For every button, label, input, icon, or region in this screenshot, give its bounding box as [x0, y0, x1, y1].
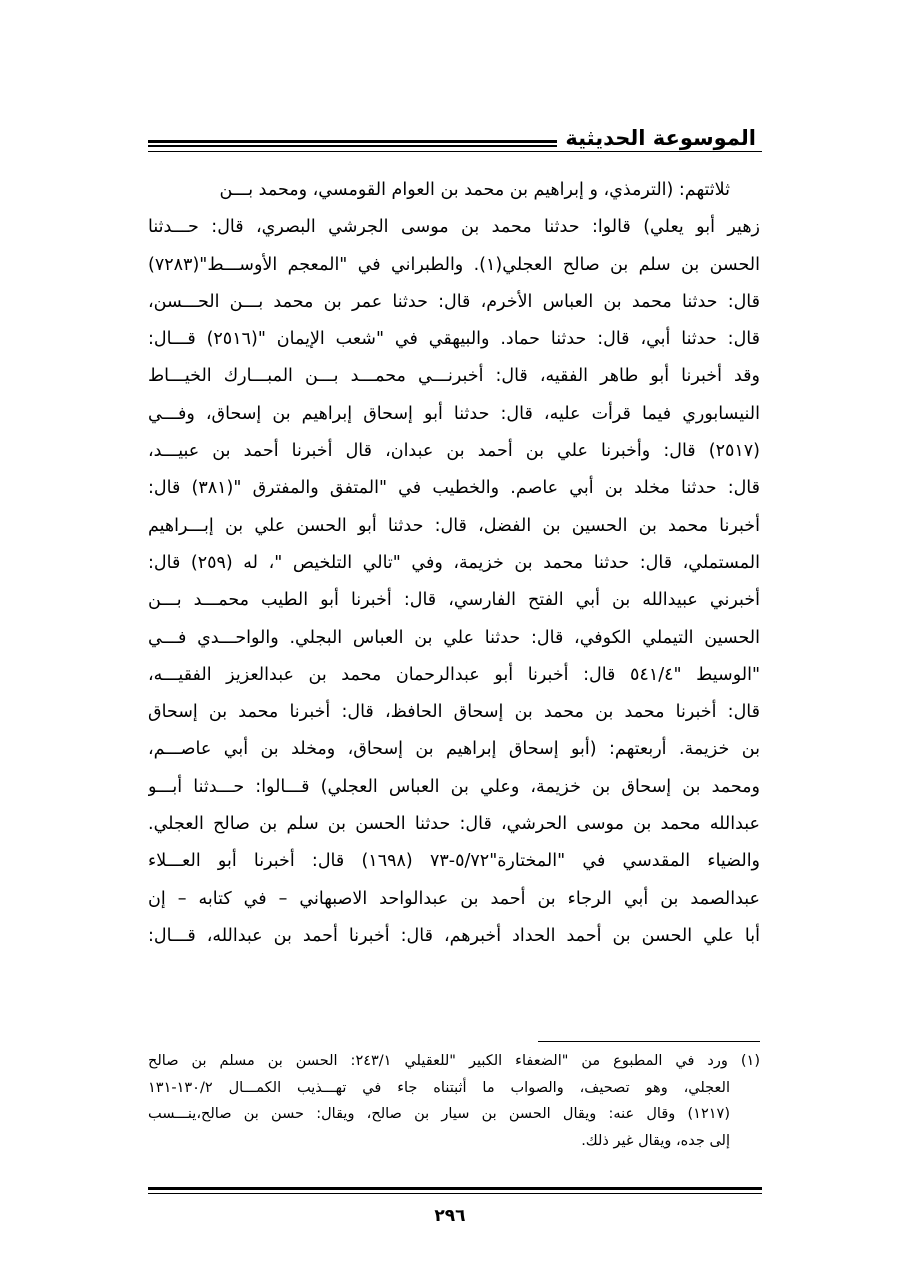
header-title: الموسوعة الحديثية: [557, 126, 762, 150]
header-title-wrap: [148, 126, 762, 150]
text-line: والضياء المقدسي في "المختارة"٥/٧٢-٧٣ (١٦٩٨) قال: أخبرنا أبو العـــلاء: [148, 851, 760, 872]
text-line: النيسابوري فيما قرأت عليه، قال: حدثنا أبو إسحاق إبراهيم بن إسحاق، وفـــي: [148, 403, 760, 424]
text-line: عبدالصمد بن أبي الرجاء بن أحمد بن عبدالواحد الاصبهاني – في كتابه – إن: [148, 888, 760, 909]
footnote-line: إلى جده، ويقال غير ذلك.: [581, 1132, 730, 1149]
text-line: قال: حدثنا محمد بن العباس الأخرم، قال: حدثنا عمر بن محمد بـــن الحـــسن،: [148, 291, 760, 312]
text-line: أبا علي الحسن بن أحمد الحداد أخبرهم، قال: أخبرنا أحمد بن عبدالله، قـــال:: [148, 925, 760, 946]
footnote-separator: [538, 1041, 760, 1042]
text-line: ومحمد بن إسحاق بن خزيمة، وعلي بن العباس العجلي) قـــالوا: حـــدثنا أبـــو: [148, 776, 760, 797]
text-line: قال: أخبرنا محمد بن محمد بن إسحاق الحافظ، قال: أخبرنا محمد بن إسحاق: [148, 702, 760, 723]
text-line: قال: حدثنا مخلد بن أبي عاصم. والخطيب في "المتفق والمفترق "(٣٨١) قال:: [148, 478, 760, 499]
text-line: زهير أبو يعلي) قالوا: حدثنا محمد بن موسى الجرشي البصري، قال: حـــدثنا: [148, 217, 760, 238]
footnotes: [148, 1048, 760, 1154]
page-number: ٢٩٦: [434, 1206, 466, 1226]
header-rule: [148, 151, 762, 152]
text-line: بن خزيمة. أربعتهم: (أبو إسحاق إبراهيم بن إسحاق، ومخلد بن أبي عاصـــم،: [148, 739, 760, 760]
text-line: قال: حدثنا أبي، قال: حدثنا حماد. والبيهقي في "شعب الإيمان "(٢٥١٦) قـــال:: [148, 329, 760, 350]
text-line: (٢٥١٧) قال: وأخبرنا علي بن أحمد بن عبدان، قال أخبرنا أحمد بن عبيـــد،: [148, 441, 760, 462]
main-text: [148, 172, 760, 955]
text-line: أخبرني عبيدالله بن أبي الفتح الفارسي، قال: أخبرنا أبو الطيب محمـــد بـــن: [148, 590, 760, 611]
footnote-line: (١٢١٧) وقال عنه: ويقال الحسن بن سيار بن صالح، ويقال: حسن بن صالح،ينـــسب: [148, 1106, 730, 1122]
text-line: وقد أخبرنا أبو طاهر الفقيه، قال: أخبرنـــي محمـــد بـــن المبـــارك الخيـــاط: [148, 366, 760, 387]
running-header: [148, 120, 762, 164]
footer-rule: [148, 1193, 762, 1194]
text-line: أخبرنا محمد بن الحسين بن الفضل، قال: حدثنا أبو الحسن علي بن إبـــراهيم: [148, 515, 760, 536]
footnote-line: (١) ورد في المطبوع من "الضعفاء الكبير "للعقيلي ٢٤٣/١: الحسن بن مسلم بن صالح: [148, 1053, 760, 1069]
text-line: الحسن بن سلم بن صالح العجلي(١). والطبراني في "المعجم الأوســـط"(٧٢٨٣): [148, 254, 760, 275]
footer-rule: [148, 1187, 762, 1190]
footnote-line: العجلي، وهو تصحيف، والصواب ما أثبتناه جاء في تهـــذيب الكمـــال ١٣٠/٢-١٣١: [148, 1079, 730, 1096]
text-line: عبدالله محمد بن موسى الحرشي، قال: حدثنا الحسن بن سلم بن صالح العجلي.: [148, 814, 760, 835]
text-line: الحسين التيملي الكوفي، قال: حدثنا علي بن العباس البجلي. والواحـــدي فـــي: [148, 627, 760, 648]
text-line: ثلاثتهم: (الترمذي، و إبراهيم بن محمد بن العوام القومسي، ومحمد بـــن: [219, 180, 730, 200]
text-line: "الوسيط "٥٤١/٤ قال: أخبرنا أبو عبدالرحمان محمد بن عبدالعزيز الفقيـــه،: [148, 664, 760, 685]
text-line: المستملي، قال: حدثنا محمد بن خزيمة، وفي "تالي التلخيص "، له (٢٥٩) قال:: [148, 552, 760, 573]
